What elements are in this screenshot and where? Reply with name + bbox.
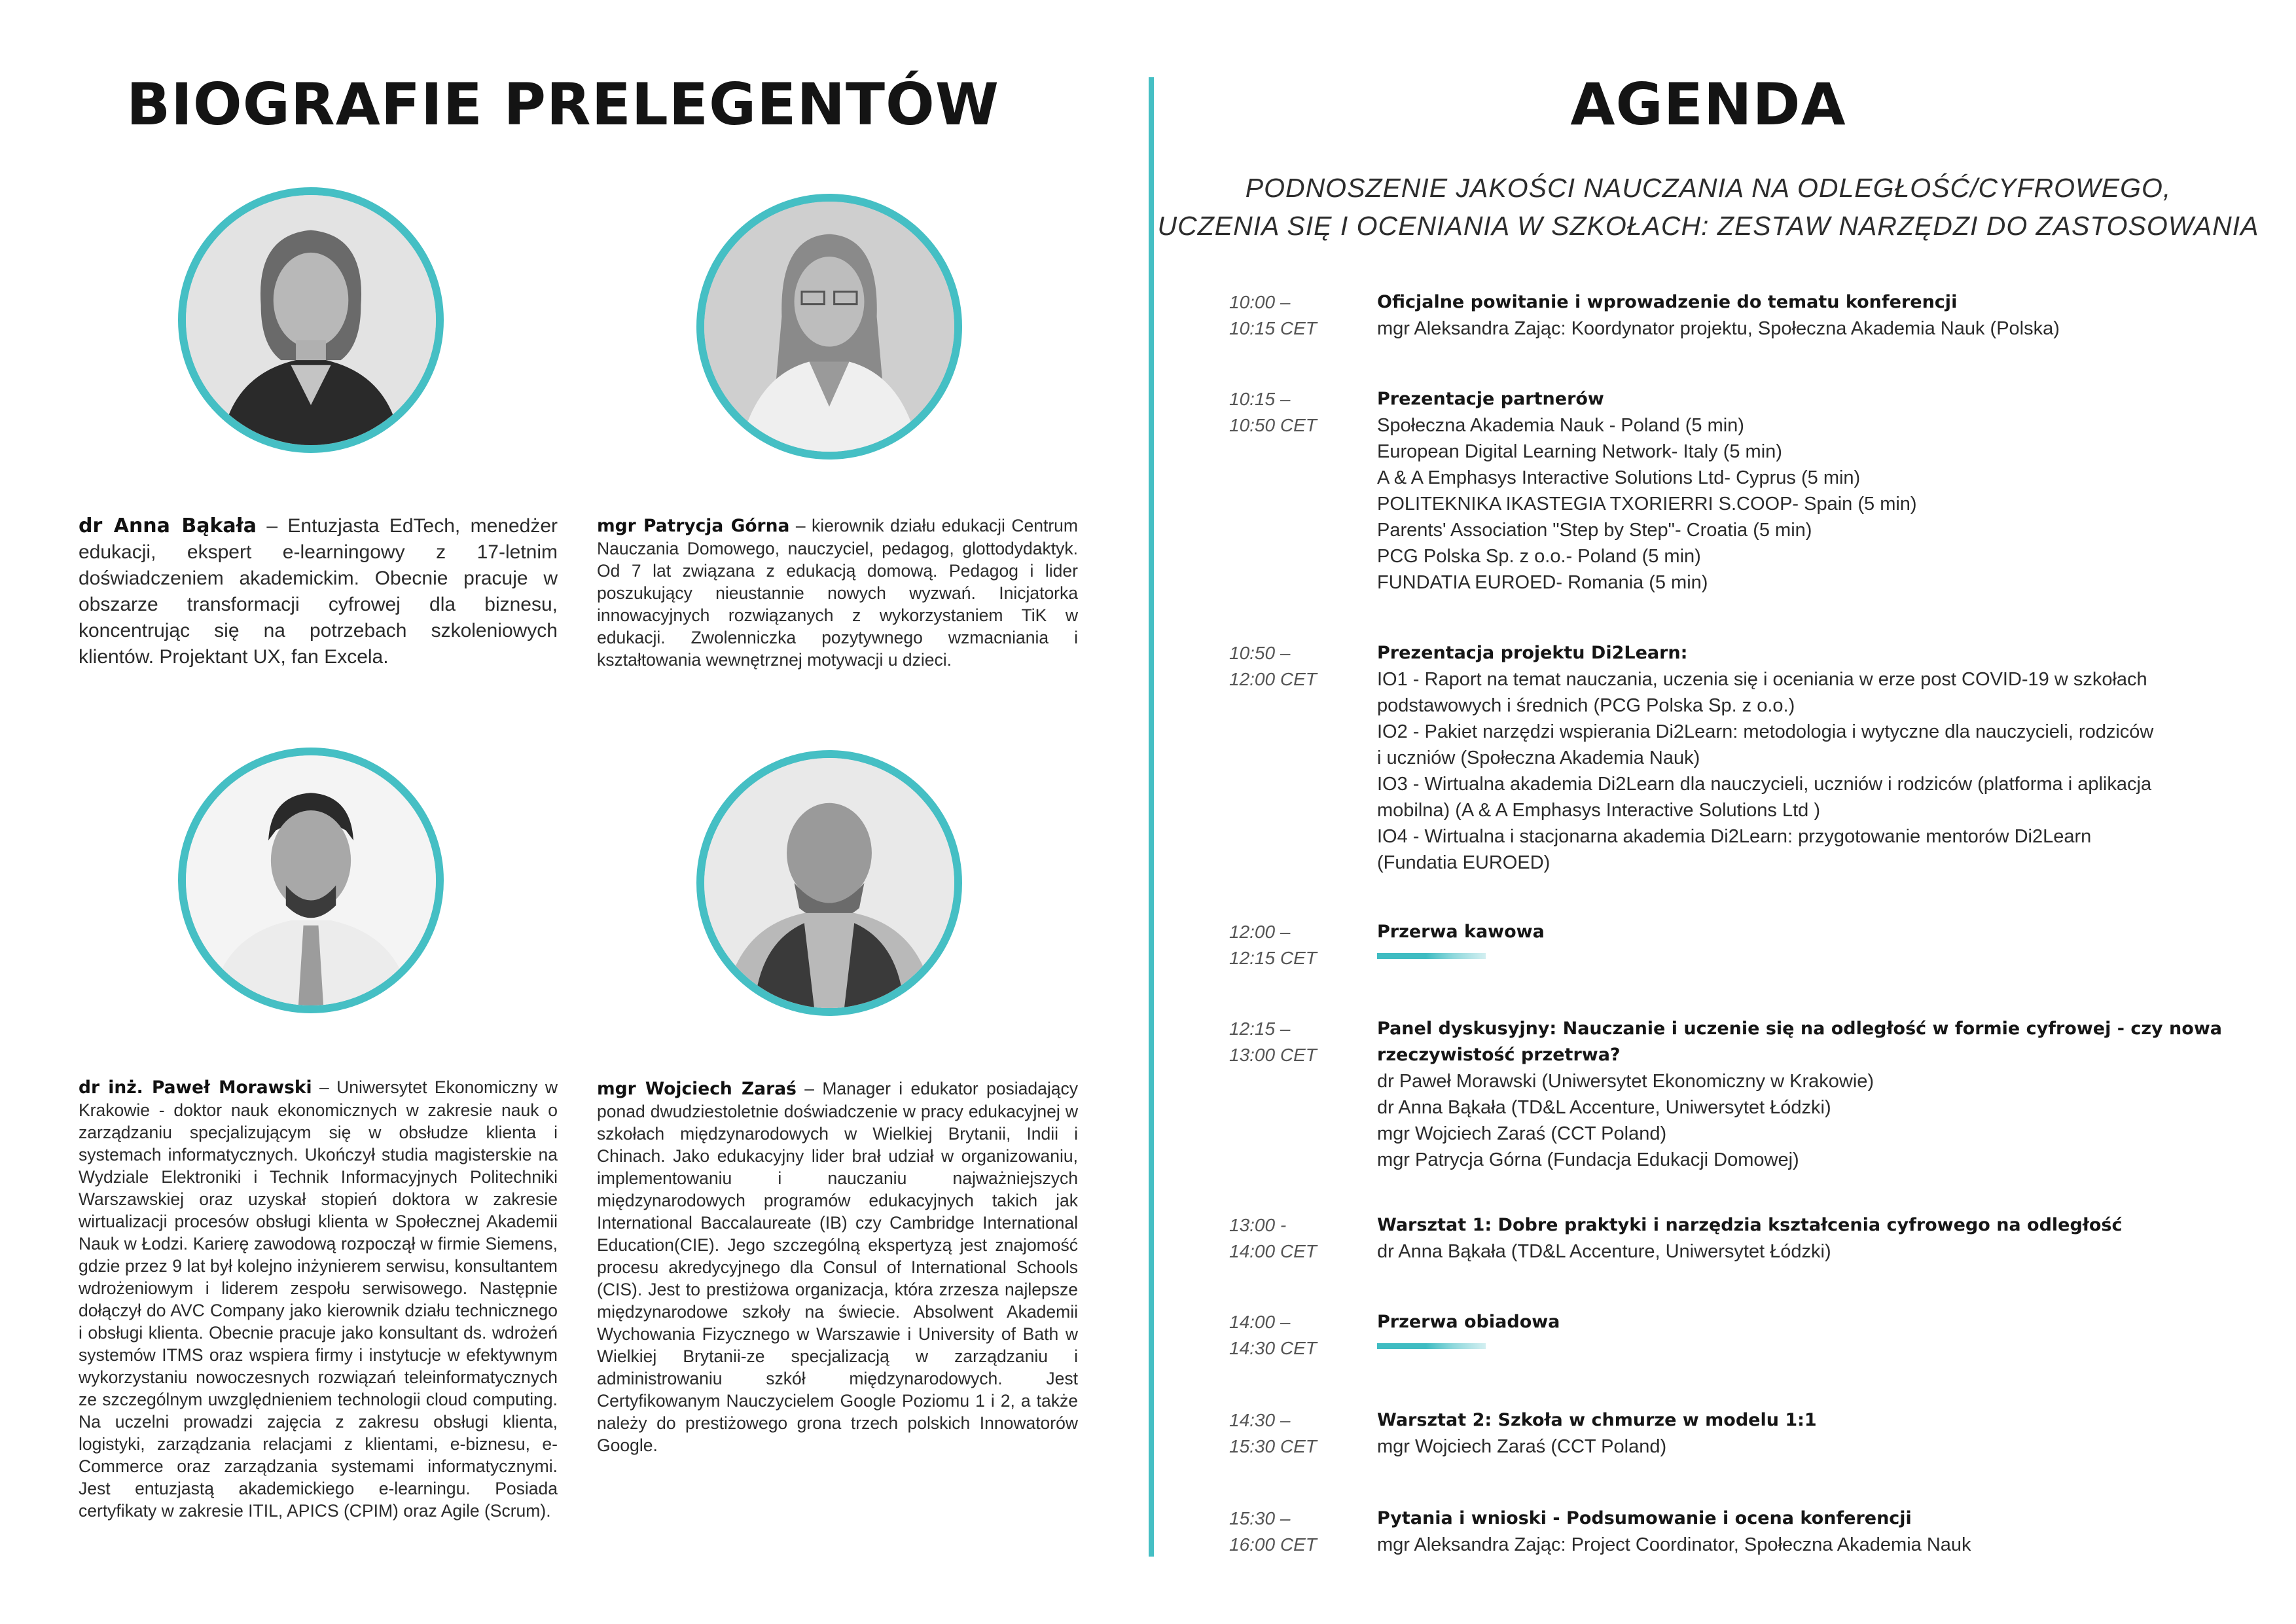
speaker-photo-patrycja-gorna (696, 194, 962, 460)
agenda-time (1229, 1407, 1360, 1460)
time-start: 13:00 - (1229, 1215, 1287, 1235)
agenda-item-title: Pytania i wnioski - Podsumowanie i ocena konferencji (1377, 1508, 1912, 1528)
speaker-name: mgr Wojciech Zaraś (597, 1079, 797, 1099)
bio-text: – Uniwersytet Ekonomiczny w Krakowie - doktor nauk ekonomicznych w zakresie nauk o zarządzaniu specjalizującym się w obsłudze klienta i systemach informatycznych. Ukończył studia magisterskie na Wydziale Elektroniki i Technik Informacyjnych Politechniki Warszawskiej oraz uzyskał stopień doktora w zakresie wirtualizacji procesów obsługi klienta w Społecznej Akademii Nauk w Łodzi. Karierę zawodową rozpoczął w firmie Siemens, gdzie przez 9 lat był kolejno inżynierem serwisu, konsultantem wdrożeniowym i liderem zespołu serwisowego. Następnie dołączył do AVC Company jako kierownik działu technicznego i obsługi klienta. Obecnie pracuje jako konsultant ds. wdrożeń systemów ITMS oraz wspiera firmy i instytucje w efektywnym wykorzystaniu nowoczesnych rozwiązań teleinformatycznych ze szczególnym uwzględnieniem technologii cloud computing. Na uczelni prowadzi zajęcia z zakresu obsługi klienta, logistyki, zarządzania relacjami z klientami, e-biznesu, e-Commerce oraz zarządzania systemami informatycznymi. Jest entuzjastą akademickiego e-learningu. Posiada certyfikaty w zakresie ITIL, APICS (CPIM) oraz Agile (Scrum). (79, 1077, 558, 1521)
time-end: 10:15 CET (1229, 318, 1317, 338)
agenda-item-line: PCG Polska Sp. z o.o.- Poland (5 min) (1377, 546, 1701, 567)
bio-text: – kierownik działu edukacji Centrum Nauczania Domowego, nauczyciel, pedagog, glottodydaktyk. Od 7 lat związana z edukacją domową. Pedagog i lider poszukujący nieustannie nowych wyzwań. Inicjatorka innowacyjnych rozwiązanych z wykorzystaniem TiK w edukacji. Zwolenniczka pozytywnego wzmacniania i kształtowania wewnętrznej motywacji u dzieci. (597, 516, 1078, 670)
agenda-time (1229, 1309, 1360, 1362)
agenda-item-line: FUNDATIA EUROED- Romania (5 min) (1377, 572, 1708, 593)
time-end: 14:00 CET (1229, 1241, 1317, 1261)
bio-text: – Entuzjasta EdTech, menedżer edukacji, ekspert e-learningowy z 17-letnim doświadczeniem akademickim. Obecnie pracuje w obszarze transformacji cyfrowej dla biznesu, koncentrując się na potrzebach szkoleniowych klientów. Projektant UX, fan Excela. (79, 515, 558, 668)
agenda-item-line: IO2 - Pakiet narzędzi wspierania Di2Learn: metodologia i wytyczne dla nauczycieli, rodziców (1377, 721, 2154, 742)
time-start: 10:00 – (1229, 292, 1291, 312)
agenda-item-line: i uczniów (Społeczna Akademia Nauk) (1377, 748, 1700, 768)
time-start: 10:50 – (1229, 643, 1291, 663)
agenda-item-title: Oficjalne powitanie i wprowadzenie do tematu konferencji (1377, 292, 1958, 312)
agenda-item-line: dr Anna Bąkała (TD&L Accenture, Uniwersytet Łódzki) (1377, 1097, 1831, 1118)
agenda-item-line: mgr Aleksandra Zając: Project Coordinator, Społeczna Akademia Nauk (1377, 1534, 1971, 1555)
time-end: 16:00 CET (1229, 1534, 1317, 1555)
time-start: 12:00 – (1229, 922, 1291, 942)
agenda-time (1229, 1212, 1360, 1265)
agenda-item-line: mgr Patrycja Górna (Fundacja Edukacji Domowej) (1377, 1149, 1799, 1170)
agenda-item-line: IO1 - Raport na temat nauczania, uczenia się i oceniania w erze post COVID-19 w szkołach (1377, 669, 2147, 690)
time-end: 12:15 CET (1229, 948, 1317, 968)
bio-pawel-morawski (79, 1076, 558, 1522)
agenda-item-title: Panel dyskusyjny: Nauczanie i uczenie się na odległość w formie cyfrowej - czy nowa (1377, 1019, 2222, 1039)
agenda-item-line: podstawowych i średnich (PCG Polska Sp. z o.o.) (1377, 695, 1795, 716)
agenda-heading: AGENDA (1570, 71, 1846, 138)
agenda-item-line: mobilna) (A & A Emphasys Interactive Solutions Ltd ) (1377, 800, 1820, 821)
agenda-item-line: dr Paweł Morawski (Uniwersytet Ekonomiczny w Krakowie) (1377, 1071, 1874, 1092)
agenda-item-line: mgr Wojciech Zaraś (CCT Poland) (1377, 1123, 1667, 1144)
agenda-item-line: European Digital Learning Network- Italy (5 min) (1377, 441, 1782, 462)
speaker-photo-pawel-morawski (178, 748, 444, 1013)
time-end: 10:50 CET (1229, 415, 1317, 435)
agenda-time (1229, 919, 1360, 971)
agenda-item-line: IO4 - Wirtualna i stacjonarna akademia Di2Learn: przygotowanie mentorów Di2Learn (1377, 826, 2092, 847)
time-end: 12:00 CET (1229, 669, 1317, 689)
agenda-item-line: POLITEKNIKA IKASTEGIA TXORIERRI S.COOP- Spain (5 min) (1377, 494, 1917, 514)
agenda-item-line: Parents' Association "Step by Step"- Croatia (5 min) (1377, 520, 1812, 541)
break-accent-bar (1377, 953, 1486, 959)
time-start: 14:30 – (1229, 1410, 1291, 1430)
time-start: 15:30 – (1229, 1508, 1291, 1528)
agenda-subtitle-line2: UCZENIA SIĘ I OCENIANIA W SZKOŁACH: ZESTAW NARZĘDZI DO ZASTOSOWANIA (1157, 211, 2259, 241)
agenda-item-title: Przerwa kawowa (1377, 922, 1545, 942)
agenda-time (1229, 1506, 1360, 1558)
agenda-item-line: mgr Aleksandra Zając: Koordynator projektu, Społeczna Akademia Nauk (Polska) (1377, 318, 2060, 339)
speaker-name: dr inż. Paweł Morawski (79, 1077, 312, 1098)
agenda-item-title: Przerwa obiadowa (1377, 1312, 1560, 1332)
bio-heading: BIOGRAFIE PRELEGENTÓW (126, 71, 999, 138)
bio-patrycja-gorna (597, 514, 1078, 671)
agenda-item-title: Warsztat 2: Szkoła w chmurze w modelu 1:1 (1377, 1410, 1817, 1430)
speaker-name: dr Anna Bąkała (79, 514, 257, 537)
vertical-divider (1149, 77, 1154, 1557)
agenda-item-line: dr Anna Bąkała (TD&L Accenture, Uniwersytet Łódzki) (1377, 1241, 1831, 1262)
agenda-time (1229, 640, 1360, 693)
agenda-item-line: Społeczna Akademia Nauk - Poland (5 min) (1377, 415, 1744, 436)
agenda-item-title: Warsztat 1: Dobre praktyki i narzędzia kształcenia cyfrowego na odległość (1377, 1215, 2123, 1235)
time-start: 12:15 – (1229, 1019, 1291, 1039)
agenda-item-line: IO3 - Wirtualna akademia Di2Learn dla nauczycieli, uczniów i rodziców (platforma i aplikacja (1377, 774, 2152, 795)
agenda-item-line: (Fundatia EUROED) (1377, 852, 1551, 873)
time-end: 14:30 CET (1229, 1338, 1317, 1358)
agenda-item-title: Prezentacje partnerów (1377, 389, 1604, 409)
agenda-subtitle-line1: PODNOSZENIE JAKOŚCI NAUCZANIA NA ODLEGŁOŚĆ/CYFROWEGO, (1245, 173, 2172, 203)
time-end: 15:30 CET (1229, 1436, 1317, 1456)
bio-wojciech-zaras (597, 1077, 1078, 1456)
agenda-item-title: Prezentacja projektu Di2Learn: (1377, 643, 1688, 663)
agenda-time (1229, 1016, 1360, 1068)
break-accent-bar (1377, 1343, 1486, 1349)
bio-text: – Manager i edukator posiadający ponad dwudziestoletnie doświadczenie w pracy edukacyjnej w szkołach międzynarodowych w Wielkiej Brytanii, Indii i Chinach. Jako edukacyjny lider brał udział w organizowaniu, implementowaniu i nauczaniu najważniejszych międzynarodowych programów edukacyjnych takich jak International Baccalaureate (IB) czy Cambridge International Education(CIE). Jego szczególną ekspertyzą jest znajomość procesu akredycyjnego dla Consul of International Schools (CIS). Jest to prestiżowa organizacja, która zrzesza najlepsze międzynarodowe szkoły na świecie. Absolwent Akademii Wychowania Fizycznego w Warszawie i University of Bath w Wielkiej Brytanii-ze specjalizacją w zarządzaniu i administrowaniu szkół międzynarodowych. Jest Certyfikowanym Nauczycielem Google Poziomu 1 i 2, a także należy do prestiżowego grona trzech polskich Innowatorów Google. (597, 1079, 1079, 1455)
time-start: 10:15 – (1229, 389, 1291, 409)
agenda-time (1229, 289, 1360, 342)
agenda-subtitle (1152, 169, 2265, 245)
agenda-item-line: A & A Emphasys Interactive Solutions Ltd- Cyprus (5 min) (1377, 467, 1861, 488)
speaker-photo-wojciech-zaras (696, 750, 962, 1016)
agenda-time (1229, 386, 1360, 439)
agenda-item-title-cont: rzeczywistość przetrwa? (1377, 1045, 1621, 1065)
time-end: 13:00 CET (1229, 1045, 1317, 1065)
speaker-photo-anna-bakala (178, 187, 444, 453)
agenda-item-line: mgr Wojciech Zaraś (CCT Poland) (1377, 1436, 1667, 1457)
bio-anna-bakala (79, 513, 558, 670)
time-start: 14:00 – (1229, 1312, 1291, 1332)
speaker-name: mgr Patrycja Górna (597, 516, 790, 536)
